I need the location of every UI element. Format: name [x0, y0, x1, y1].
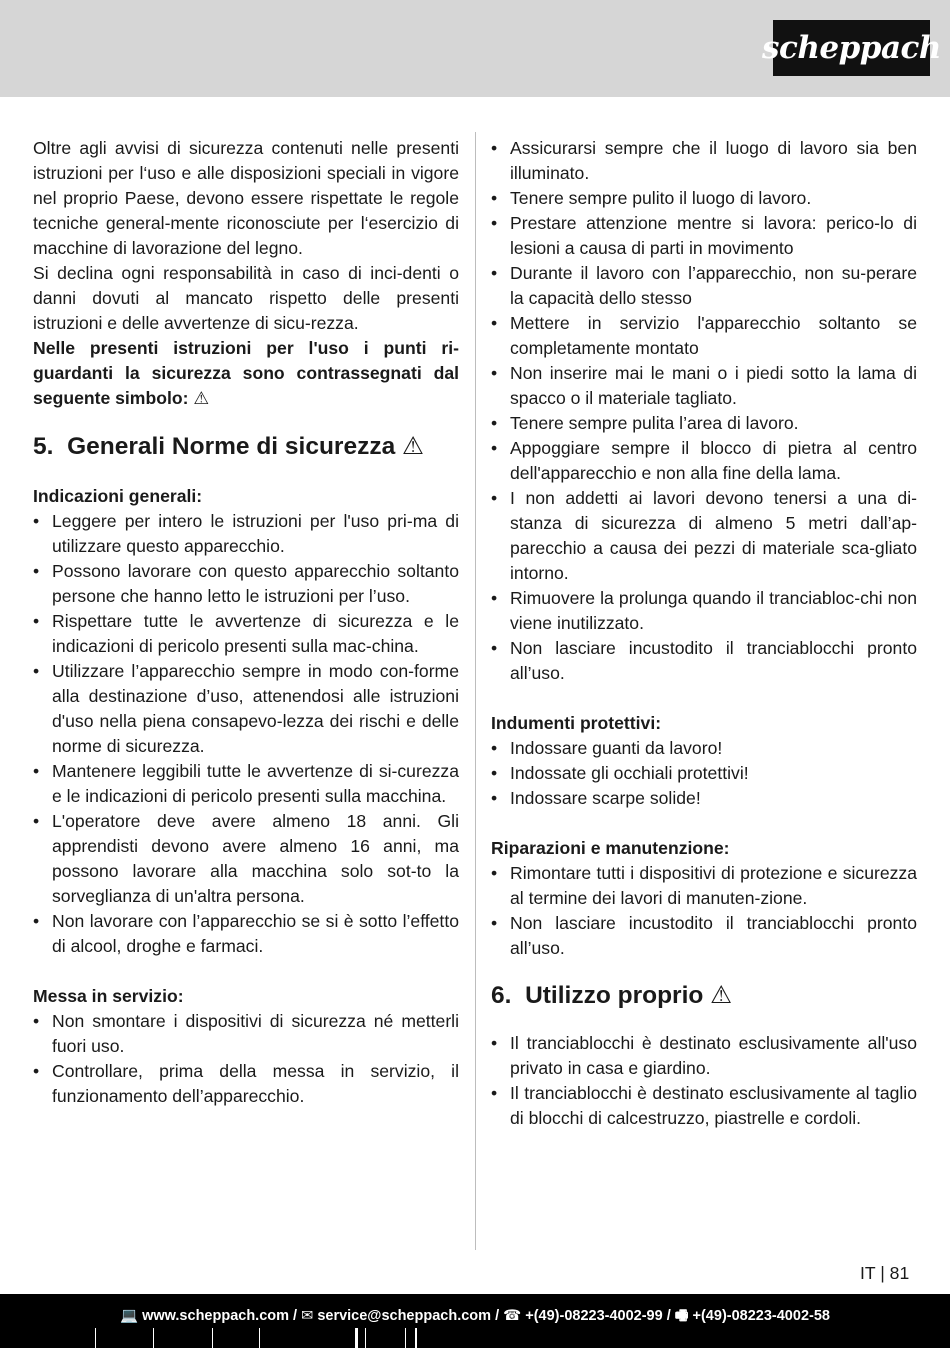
general-instructions-list: [33, 509, 459, 959]
list-item: • Non smontare i dispositivi di sicurezza né metterli fuori uso.: [33, 1009, 459, 1059]
list-item: • Leggere per intero le istruzioni per l'uso pri-ma di utilizzare questo apparecchio.: [33, 509, 459, 559]
intended-use-list: [491, 1031, 917, 1131]
list-item: • Mettere in servizio l'apparecchio soltanto se completamente montato: [491, 311, 917, 361]
section-6-number: 6.: [491, 982, 512, 1009]
fax-number: +(49)-08223-4002-58: [692, 1308, 830, 1324]
protective-clothing-list: [491, 736, 917, 811]
email-link[interactable]: service@scheppach.com: [317, 1308, 492, 1324]
section-6-title: Utilizzo proprio: [525, 982, 704, 1009]
list-item: • Non lasciare incustodito il tranciablocchi pronto all’uso.: [491, 636, 917, 686]
list-item: • Rispettare tutte le avvertenze di sicurezza e le indicazioni di pericolo presenti sulla mac-china.: [33, 609, 459, 659]
commissioning-heading: Messa in servizio:: [33, 986, 184, 1006]
section-5-number: 5.: [33, 433, 54, 460]
protective-clothing-heading: Indumenti protettivi:: [491, 713, 662, 733]
page-number: IT | 81: [860, 1263, 910, 1283]
commissioning-list: [33, 1009, 459, 1109]
list-item: • Controllare, prima della messa in servizio, il funzionamento dell’apparecchio.: [33, 1059, 459, 1109]
separator: /: [491, 1308, 504, 1324]
page-header: [0, 0, 950, 97]
footer-decoration-bars: [0, 1328, 950, 1348]
list-item: • Prestare attenzione mentre si lavora: perico-lo di lesioni a causa di parti in movimento: [491, 211, 917, 261]
list-item: • Rimontare tutti i dispositivi di protezione e sicurezza al termine dei lavori di manuten-zione.: [491, 861, 917, 911]
list-item: • Durante il lavoro con l’apparecchio, non su-perare la capacità dello stesso: [491, 261, 917, 311]
left-column: [33, 136, 459, 1109]
intro-safety-note-text: Nelle presenti istruzioni per l'uso i punti ri-guardanti la sicurezza sono contrassegnati dal seguente simbolo:: [33, 338, 459, 408]
workplace-list: [491, 136, 917, 686]
list-item: • Il tranciablocchi è destinato esclusivamente al taglio di blocchi di calcestruzzo, piastrelle e cordoli.: [491, 1081, 917, 1131]
list-item: • L'operatore deve avere almeno 18 anni. Gli apprendisti devono avere almeno 16 anni, ma possono lavorare alla macchina solo sot-to la sorveglianza di un'altra persona.: [33, 809, 459, 909]
list-item: • Assicurarsi sempre che il luogo di lavoro sia ben illuminato.: [491, 136, 917, 186]
list-item: • Non inserire mai le mani o i piedi sotto la lama di spacco o il materiale tagliato.: [491, 361, 917, 411]
warning-icon: ⚠: [193, 388, 210, 408]
logo-text: scheppach: [762, 30, 941, 66]
phone-icon: ☎: [503, 1308, 522, 1324]
separator: /: [662, 1308, 675, 1324]
list-item: • Indossare guanti da lavoro!: [491, 736, 917, 761]
list-item: • Utilizzare l’apparecchio sempre in modo con-forme alla destinazione d’uso, attenendosi alle istruzioni d'uso nella piena consapevo-lezza dei rischi e delle norme di sicurezza.: [33, 659, 459, 759]
list-item: • Rimuovere la prolunga quando il tranciabloc-chi non viene inutilizzato.: [491, 586, 917, 636]
warning-icon: ⚠: [402, 433, 424, 460]
phone-number: +(49)-08223-4002-99: [525, 1308, 663, 1324]
list-item: • Appoggiare sempre il blocco di pietra al centro dell'apparecchio e non alla fine della lama.: [491, 436, 917, 486]
mail-icon: ✉: [301, 1308, 314, 1324]
column-divider: [475, 132, 476, 1250]
intro-paragraph-1: Oltre agli avvisi di sicurezza contenuti nelle presenti istruzioni per l‘uso e alle disposizioni speciali in vigore nel proprio Paese, devono essere rispettate le regole tecniche general-mente riconosciute per l‘esercizio di macchine di lavorazione del legno.: [33, 138, 459, 258]
section-5-heading: [33, 432, 459, 462]
list-item: • Indossate gli occhiali protettivi!: [491, 761, 917, 786]
list-item: • Indossare scarpe solide!: [491, 786, 917, 811]
warning-icon: ⚠: [710, 982, 733, 1009]
contact-line: [0, 1307, 950, 1325]
intro-paragraph-2: Si declina ogni responsabilità in caso di inci-denti o danni dovuti al mancato rispetto delle presenti istruzioni e delle avvertenze di sicu-rezza.: [33, 263, 459, 333]
list-item: • Non lasciare incustodito il tranciablocchi pronto all’uso.: [491, 911, 917, 961]
list-item: • Tenere sempre pulito il luogo di lavoro.: [491, 186, 917, 211]
separator: /: [289, 1308, 302, 1324]
computer-icon: 💻: [120, 1308, 139, 1324]
section-6-heading: [491, 981, 917, 1011]
list-item: • I non addetti ai lavori devono tenersi a una di-stanza di sicurezza di almeno 5 metri dall’ap-parecchio a causa dei pezzi di materiale sca-gliato intorno.: [491, 486, 917, 586]
list-item: • Possono lavorare con questo apparecchio soltanto persone che hanno letto le istruzioni per l’uso.: [33, 559, 459, 609]
list-item: • Mantenere leggibili tutte le avvertenze di si-curezza e le indicazioni di pericolo presenti sulla macchina.: [33, 759, 459, 809]
repair-maintenance-heading: Riparazioni e manutenzione:: [491, 838, 730, 858]
list-item: • Il tranciablocchi è destinato esclusivamente all'uso privato in casa e giardino.: [491, 1031, 917, 1081]
fax-icon: 🖷: [674, 1308, 689, 1324]
right-column: [491, 136, 917, 1131]
repair-maintenance-list: [491, 861, 917, 961]
section-5-title: Generali Norme di sicurezza: [67, 433, 396, 460]
website-link[interactable]: www.scheppach.com: [142, 1308, 290, 1324]
scheppach-logo: [762, 20, 941, 76]
intro-safety-note: [33, 336, 459, 411]
list-item: • Non lavorare con l’apparecchio se si è sotto l’effetto di alcool, droghe e farmaci.: [33, 909, 459, 959]
general-instructions-heading: Indicazioni generali:: [33, 486, 203, 506]
list-item: • Tenere sempre pulita l’area di lavoro.: [491, 411, 917, 436]
